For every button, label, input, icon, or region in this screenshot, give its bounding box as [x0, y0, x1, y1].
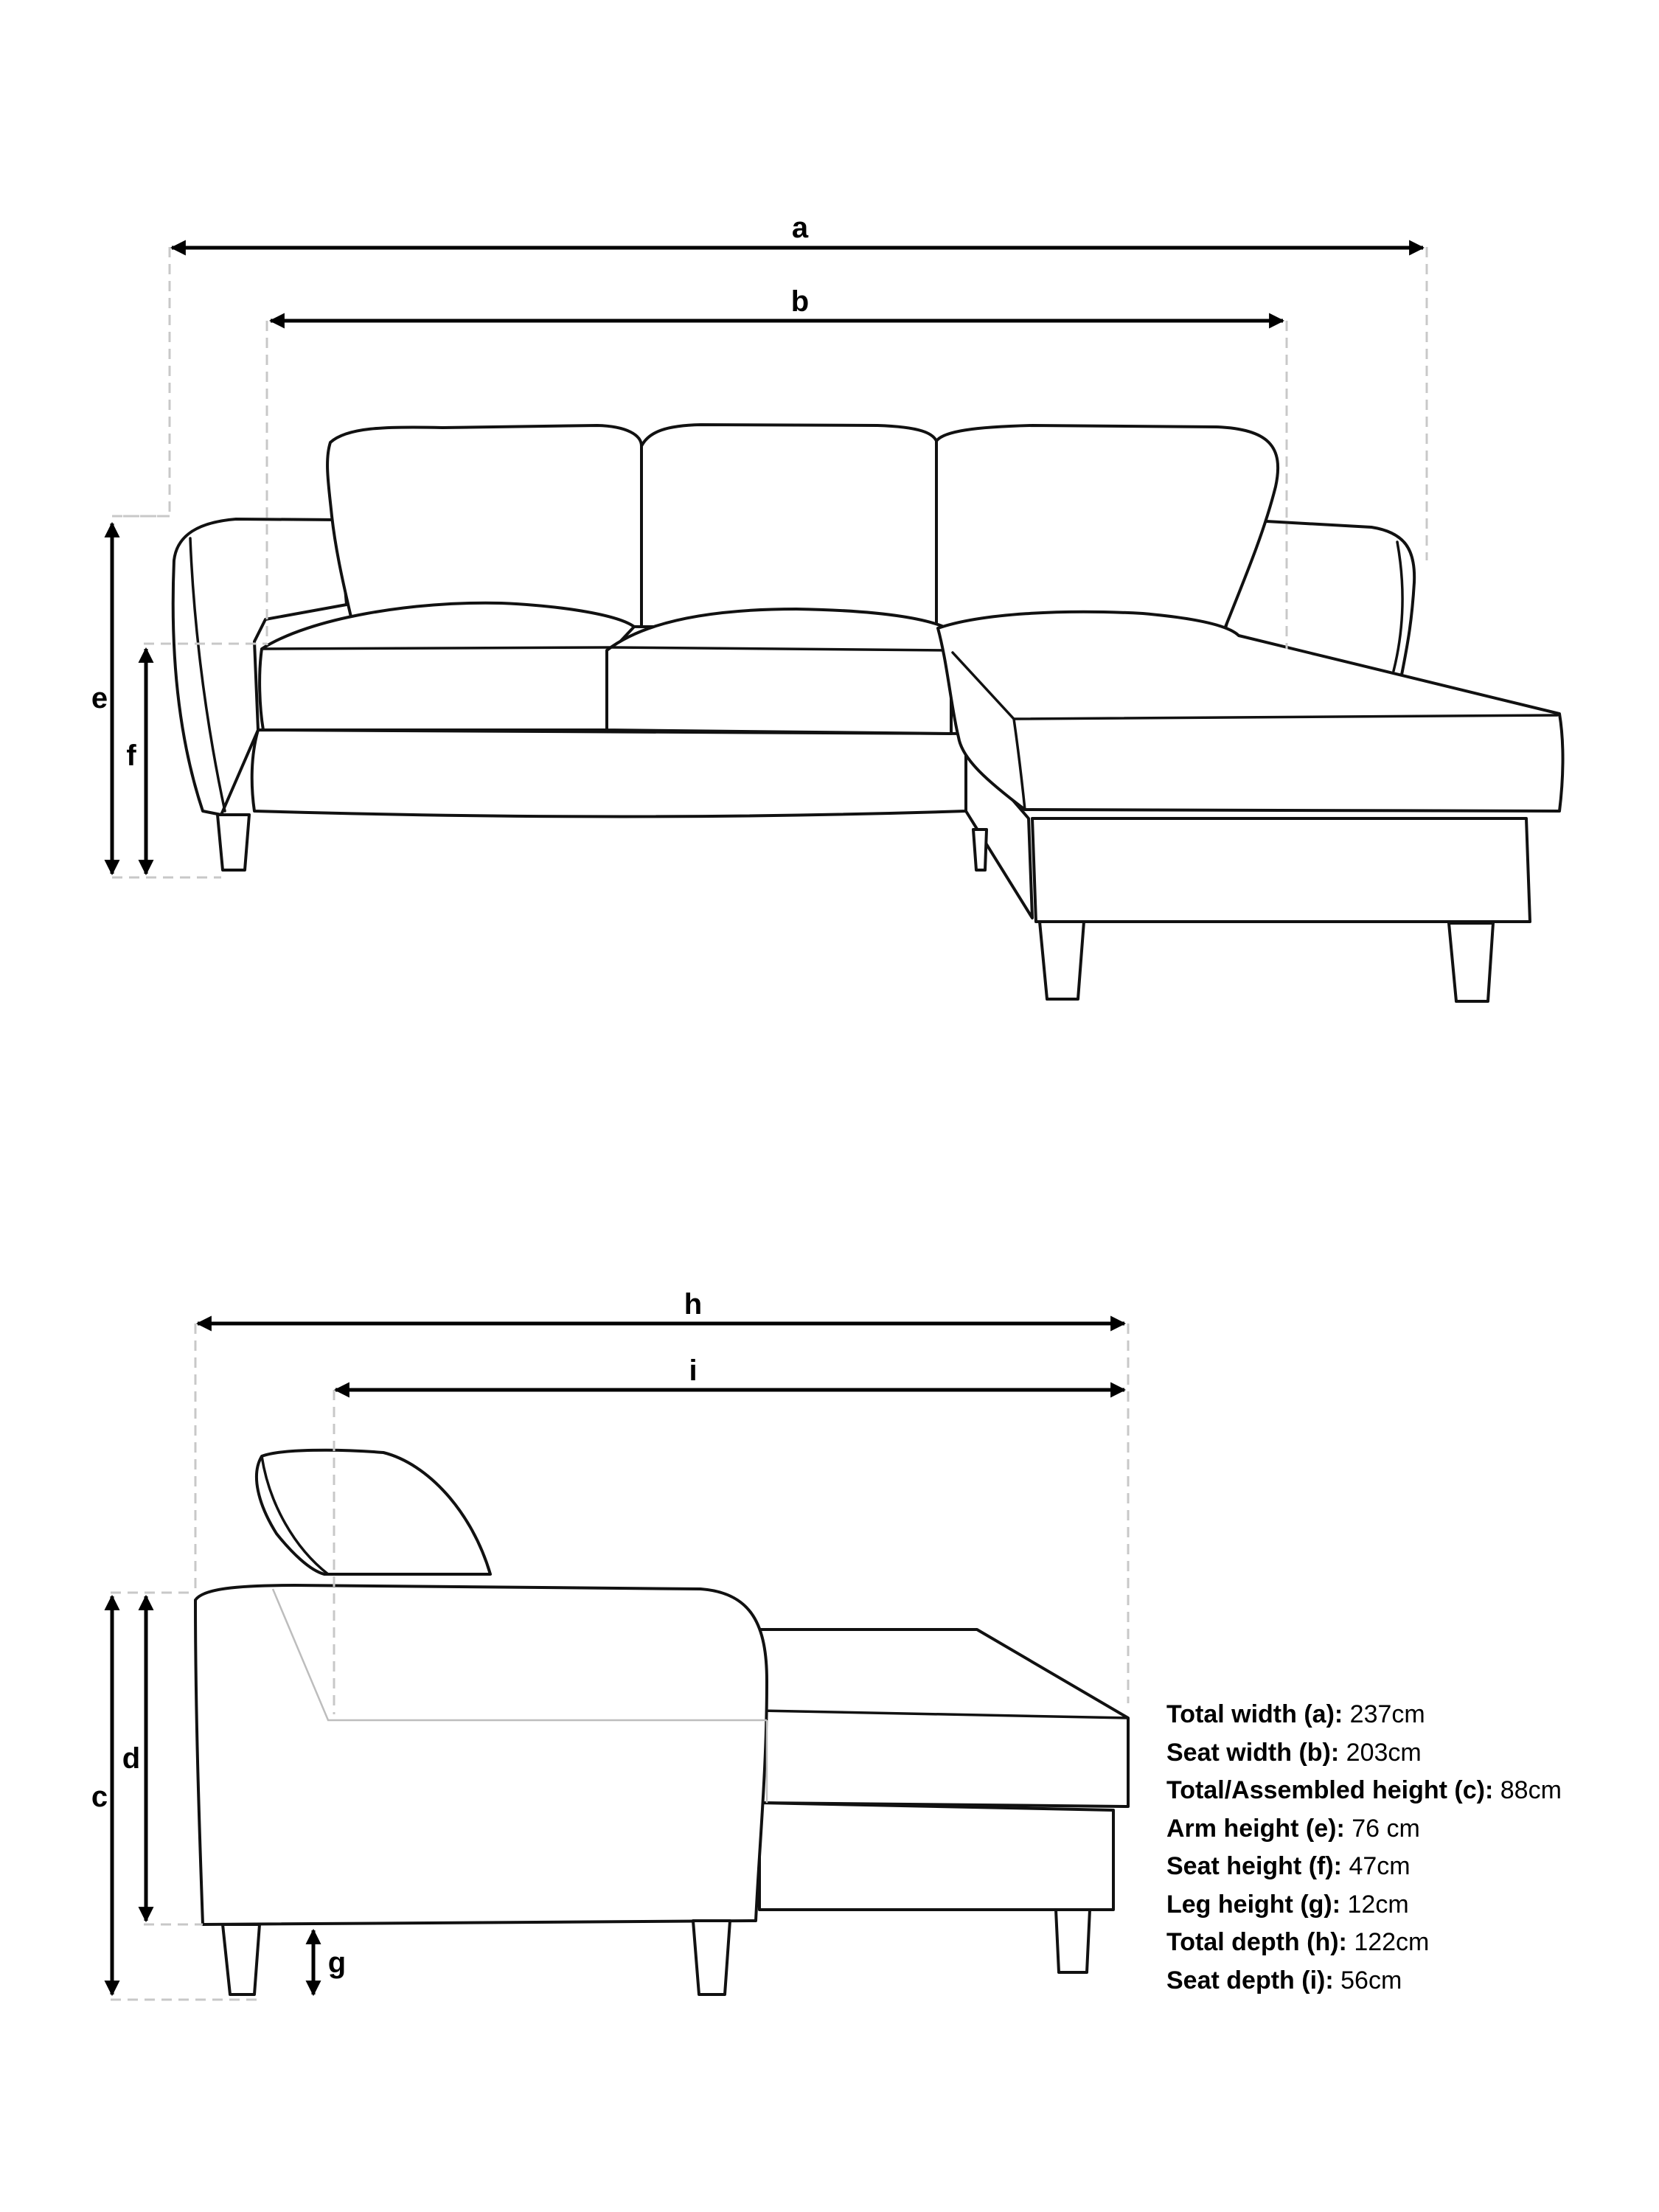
- side-leg-front: [223, 1924, 260, 1994]
- label-d: d: [122, 1742, 141, 1775]
- label-g: g: [327, 1947, 347, 1979]
- spec-seat-depth: [1166, 1962, 1562, 2000]
- spec-label: Arm height (e):: [1166, 1814, 1345, 1843]
- spec-value: 88cm: [1500, 1776, 1562, 1804]
- label-c: c: [91, 1781, 108, 1813]
- spec-value: 12cm: [1347, 1890, 1409, 1919]
- label-h: h: [684, 1288, 703, 1321]
- label-a: a: [791, 212, 809, 244]
- front-view-drawing: [112, 247, 1563, 1001]
- label-i: i: [689, 1354, 698, 1387]
- front-leg-back: [973, 830, 987, 870]
- side-leg-back: [1056, 1910, 1090, 1972]
- front-leg-chaise-left: [1040, 922, 1084, 999]
- spec-total-width: [1166, 1696, 1562, 1734]
- spec-seat-width: [1166, 1734, 1562, 1773]
- spec-value: 122cm: [1354, 1928, 1430, 1956]
- spec-label: Total width (a):: [1166, 1700, 1343, 1728]
- label-e: e: [91, 682, 108, 714]
- spec-label: Total depth (h):: [1166, 1928, 1347, 1956]
- sofa-base: [252, 730, 966, 817]
- spec-arm-height: [1166, 1810, 1562, 1848]
- side-leg-middle: [693, 1921, 730, 1994]
- spec-value: 47cm: [1349, 1852, 1411, 1880]
- spec-total-height: [1166, 1772, 1562, 1810]
- side-back-cushion: [257, 1450, 490, 1574]
- spec-leg-height: [1166, 1886, 1562, 1924]
- spec-value: 76 cm: [1352, 1814, 1420, 1843]
- chaise-seat-cushion: [938, 612, 1563, 811]
- spec-label: Seat depth (i):: [1166, 1966, 1334, 1994]
- side-arm-body: [195, 1585, 767, 1924]
- back-cushion-left: [327, 425, 641, 627]
- spec-seat-height: [1166, 1848, 1562, 1886]
- spec-value: 203cm: [1346, 1738, 1422, 1767]
- back-cushion-middle: [641, 425, 936, 627]
- label-f: f: [126, 740, 136, 772]
- seat-cushion-middle: [607, 609, 955, 734]
- spec-total-depth: [1166, 1924, 1562, 1962]
- spec-value: 56cm: [1340, 1966, 1402, 1994]
- front-leg-left: [218, 815, 249, 870]
- back-cushion-right: [936, 425, 1278, 630]
- chaise-base: [1032, 818, 1530, 922]
- spec-label: Leg height (g):: [1166, 1890, 1341, 1919]
- spec-label: Total/Assembled height (c):: [1166, 1776, 1494, 1804]
- spec-label: Seat width (b):: [1166, 1738, 1340, 1767]
- specification-list: [1166, 1696, 1562, 2000]
- label-b: b: [790, 285, 810, 318]
- spec-value: 237cm: [1349, 1700, 1425, 1728]
- seat-cushion-left: [260, 603, 634, 730]
- front-leg-chaise-right: [1449, 923, 1493, 1001]
- side-view-drawing: [111, 1324, 1128, 2000]
- side-chaise-base: [759, 1803, 1113, 1910]
- spec-label: Seat height (f):: [1166, 1852, 1342, 1880]
